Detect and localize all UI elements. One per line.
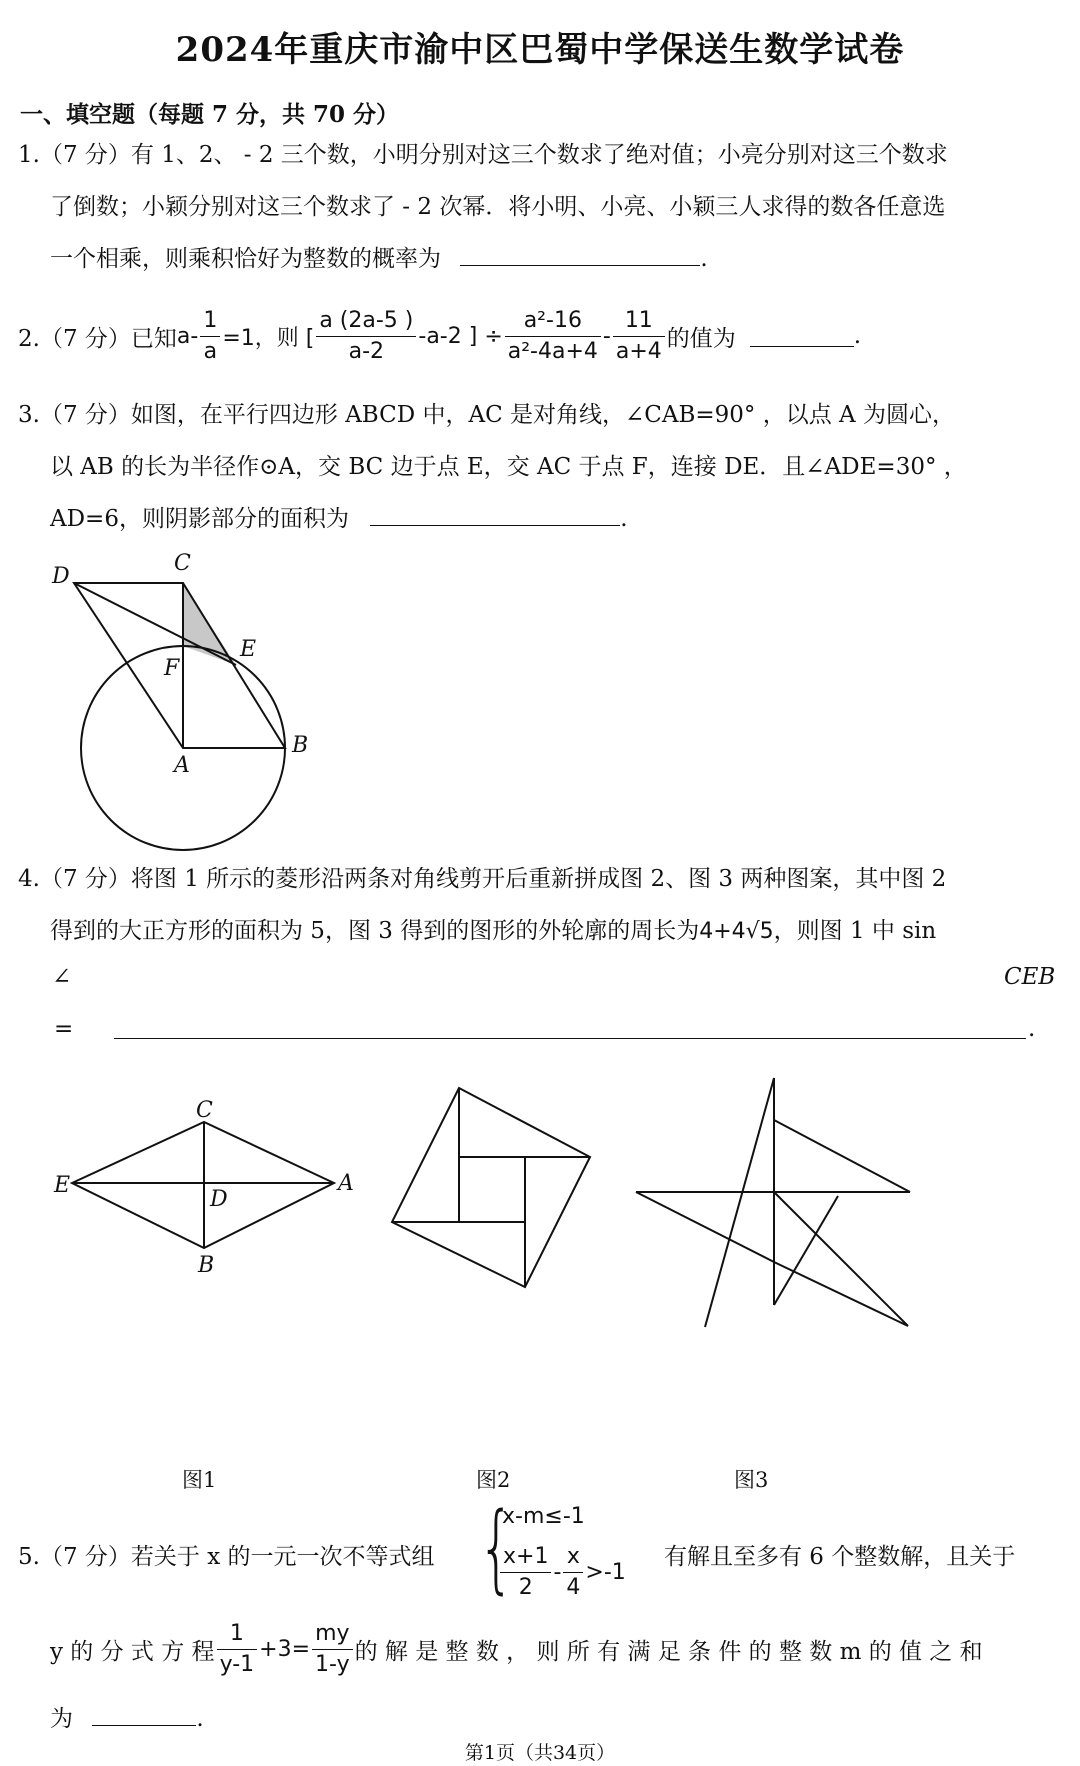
q5-frac4-num: my	[312, 1619, 353, 1650]
q5-line3-text: 为	[50, 1706, 73, 1732]
q2-frac1	[200, 306, 220, 367]
segment-de	[74, 583, 236, 665]
q5-plus3: +3=	[259, 1636, 311, 1662]
q2-a: a-	[176, 323, 199, 349]
fig1-label-b: B	[198, 1253, 215, 1278]
q2-eq1: =1，则 [	[222, 325, 315, 351]
q5-gt: >-1	[585, 1560, 626, 1585]
q4-figures	[40, 1070, 940, 1360]
fig2-caption: 图2	[476, 1468, 511, 1492]
q4-answer-blank[interactable]	[114, 1038, 1026, 1039]
q2-frac1-den: a	[203, 338, 218, 364]
label-f: F	[164, 656, 180, 681]
q5-prefix: 5.（7 分）若关于 x 的一元一次不等式组	[18, 1544, 435, 1570]
fig1-label-a: A	[338, 1171, 354, 1196]
fig1-label-e: E	[54, 1173, 71, 1198]
q4-equals: =	[54, 1016, 74, 1042]
q2-frac2	[316, 306, 416, 367]
q5-line2-text: y 的 分 式 方 程	[50, 1638, 215, 1665]
q4-period: .	[1028, 1016, 1036, 1042]
parallelogram-abcd	[74, 583, 285, 748]
q5-frac2-num: x	[563, 1542, 583, 1573]
q2-frac1-num: 1	[200, 306, 220, 337]
q4-line1: 4.（7 分）将图 1 所示的菱形沿两条对角线剪开后重新拼成图 2、图 3 两种图案，其中图 2	[18, 866, 947, 892]
q5-frac4-den: 1-y	[315, 1651, 350, 1677]
fig1-caption: 图1	[182, 1468, 217, 1492]
q4-angle-symbol: ∠	[52, 964, 72, 990]
fig2-square	[392, 1088, 590, 1287]
fig3-caption: 图3	[734, 1468, 769, 1492]
fig3-pinwheel	[636, 1078, 910, 1327]
section-heading: 一、填空题（每题 7 分，共 70 分）	[20, 101, 400, 128]
fig1-label-d: D	[210, 1187, 228, 1212]
q3-line3-text: AD=6，则阴影部分的面积为	[50, 506, 349, 532]
fig1-rhombus	[53, 1098, 354, 1278]
q5-frac3-num: 1	[217, 1619, 258, 1650]
q2-frac4	[613, 306, 665, 367]
q5-suffix: 有解且至多有 6 个整数解，且关于	[664, 1544, 1016, 1570]
q1-line3: 一个相乘，则乘积恰好为整数的概率为 .	[50, 246, 708, 272]
q4-ceb: CEB	[1004, 964, 1056, 990]
q4-line2-text: 得到的大正方形的面积为 5，图 3 得到的图形的外轮廓的周长为	[50, 918, 700, 944]
q5-frac3	[217, 1619, 258, 1680]
q2-frac3	[505, 306, 601, 367]
q5-line2-suffix: 的 解 是 整 数 ， 则 所 有 满 足 条 件 的 整 数 m 的 值 之 和	[354, 1638, 983, 1665]
page-title: 2024年重庆市渝中区巴蜀中学保送生数学试卷	[175, 30, 905, 70]
q2-prefix: 2.（7 分）已知	[18, 325, 177, 352]
q5-ineq2	[498, 1542, 626, 1603]
q3-line2: 以 AB 的长为半径作⊙A，交 BC 边于点 E，交 AC 于点 F，连接 DE．且∠ADE=30° ，	[50, 454, 967, 480]
page-footer: 第1页（共34页）	[464, 1742, 616, 1764]
q2-mid: -a-2 ] ÷	[418, 323, 503, 349]
q5-line2	[50, 1614, 983, 1684]
q5-ineq1: x-m≤-1	[502, 1504, 585, 1529]
q5-minus: -	[553, 1560, 562, 1585]
q5-frac1-num: x+1	[500, 1542, 551, 1573]
label-e: E	[240, 637, 257, 662]
q1-answer-blank[interactable]	[460, 264, 700, 266]
q2-frac3-num: a²-16	[505, 306, 601, 337]
q5-frac2	[563, 1542, 583, 1603]
q2-answer-blank[interactable]	[750, 345, 854, 347]
q2-frac4-den: a+4	[615, 338, 662, 364]
label-a: A	[174, 753, 190, 778]
q2-frac2-den: a-2	[348, 338, 385, 364]
q2-frac3-den: a²-4a+4	[507, 338, 598, 364]
label-b: B	[292, 733, 309, 758]
q4-line2-suffix: ，则图 1 中 sin	[773, 918, 937, 944]
q5-frac1-den: 2	[518, 1575, 533, 1600]
q1-line1: 1.（7 分）有 1、2、 - 2 三个数，小明分别对这三个数求了绝对值；小亮分别对这三个数求	[18, 142, 948, 168]
q2-minus: -	[602, 323, 611, 349]
label-c: C	[174, 551, 191, 576]
q3-line1: 3.（7 分）如图，在平行四边形 ABCD 中，AC 是对角线，∠CAB=90° ，以点 A 为圆心，	[18, 402, 955, 428]
q3-answer-blank[interactable]	[370, 524, 620, 526]
q3-figure	[40, 550, 309, 850]
q2-line: 2.（7 分）已知 a- $\frac{1}{a}$ =1，则 [ $\frac{a (2a-5 )}{a-2}$ -a-2 ] ÷ $\frac{\text{a²-16}}{\text{a²-4a+4}}$ - $\frac{11}{a+4}$ 的值为 .	[18, 296, 861, 376]
q2-suffix: 的值为	[666, 325, 736, 352]
q3-line3: AD=6，则阴影部分的面积为 .	[50, 506, 628, 532]
label-d: D	[52, 564, 70, 589]
q5-line3: 为 .	[50, 1706, 204, 1732]
q5-frac1	[500, 1542, 551, 1603]
q2-frac2-num: a (2a-5 )	[316, 306, 416, 337]
q5-answer-blank[interactable]	[92, 1724, 196, 1726]
q4-line2	[50, 912, 936, 945]
q5-frac4	[312, 1619, 353, 1680]
q4-perimeter: 4+4√5	[699, 919, 774, 944]
q2-frac4-num: 11	[613, 306, 665, 337]
q1-line2: 了倒数；小颖分别对这三个数求了 - 2 次幂．将小明、小亮、小颖三人求得的数各任意选	[50, 194, 946, 220]
fig1-label-c: C	[196, 1098, 213, 1123]
q5-frac2-den: 4	[566, 1575, 581, 1600]
q5-frac3-den: y-1	[219, 1651, 255, 1677]
q1-line3-text: 一个相乘，则乘积恰好为整数的概率为	[50, 246, 441, 272]
q5-brace: {	[478, 1492, 515, 1604]
